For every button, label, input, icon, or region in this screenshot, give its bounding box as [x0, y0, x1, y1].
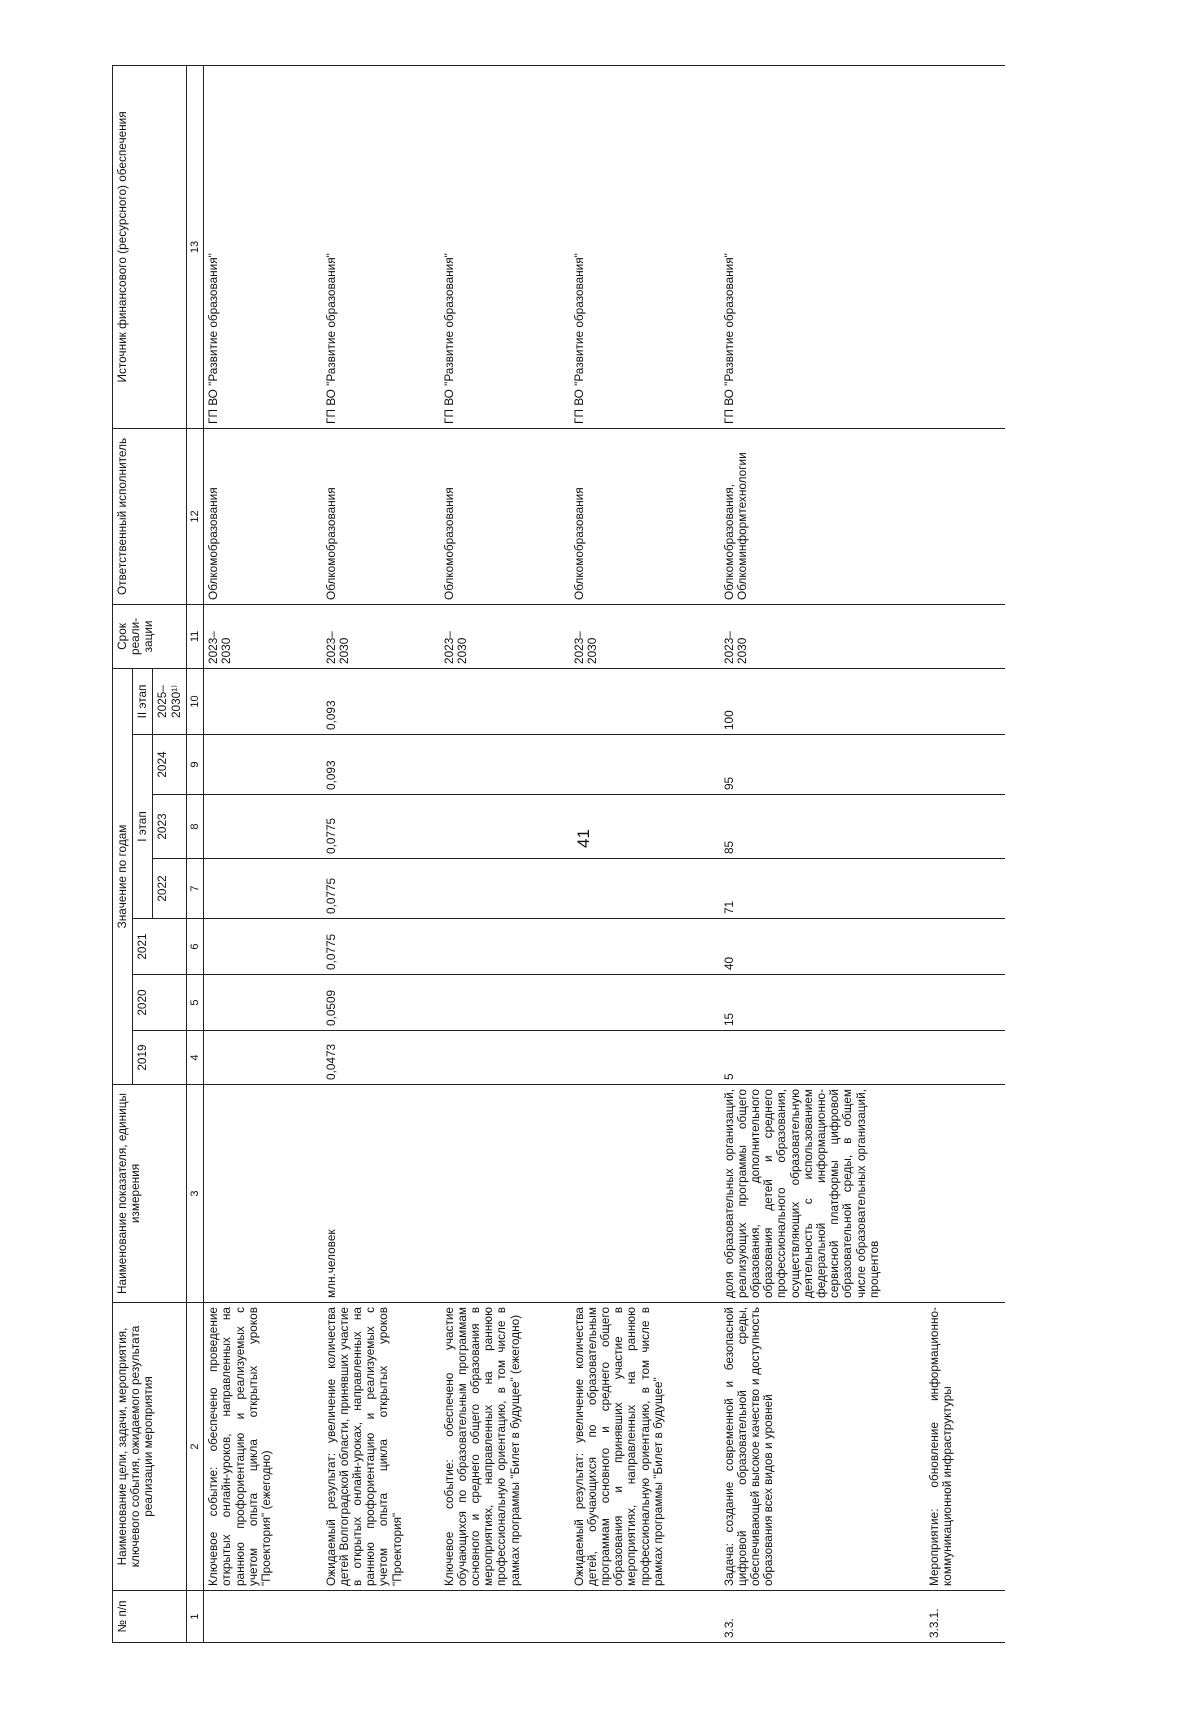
value-2022 [925, 859, 1005, 919]
row-responsible: Облкомобразования [570, 428, 720, 604]
table-row [925, 65, 1005, 1642]
row-num [570, 1591, 720, 1643]
value-2021 [925, 919, 1005, 975]
header-responsible: Ответственный исполнитель [113, 428, 187, 604]
value-2021 [440, 919, 570, 975]
value-2019: 0,0473 [322, 1031, 440, 1085]
row-responsible: Облкомобразования [204, 428, 322, 604]
header-name: Наименование цели, задачи, мероприятия, ключевого события, ожидаемого результата реализации мероприятия [113, 1303, 187, 1591]
value-2025-2030 [204, 668, 322, 734]
row-num [204, 1591, 322, 1643]
row-name: Мероприятие: обновление информационно-коммуникационной инфраструктуры [925, 1303, 1005, 1591]
value-2021: 0,0775 [322, 919, 440, 975]
row-num [440, 1591, 570, 1643]
col-number: 1 [186, 1591, 203, 1643]
header-num: № п/п [113, 1591, 187, 1643]
header-2020: 2020 [133, 975, 187, 1031]
row-term: 2023–2030 [570, 604, 720, 668]
value-2023 [440, 795, 570, 859]
row-responsible: Облкомобразования [322, 428, 440, 604]
value-2022 [570, 859, 720, 919]
value-2019: 5 [720, 1031, 925, 1085]
row-source: ГП ВО "Развитие образования" [570, 65, 720, 428]
table-row [570, 65, 720, 1642]
row-term: 2023–2030 [204, 604, 322, 668]
value-2025-2030 [440, 668, 570, 734]
row-num [322, 1591, 440, 1643]
value-2019 [925, 1031, 1005, 1085]
header-term: Срок реали- зации [113, 604, 187, 668]
header-values: Значение по годам [113, 668, 133, 1084]
value-2024: 95 [720, 735, 925, 795]
row-source: ГП ВО "Развитие образования" [204, 65, 322, 428]
header-2019: 2019 [133, 1031, 187, 1085]
value-2023: 85 [720, 795, 925, 859]
col-number: 3 [186, 1085, 203, 1303]
row-name: Ключевое событие: обеспечено проведение открытых онлайн-уроков, направленных на раннюю профориентацию и реализуемых с учетом опыта цикла открытых уроков "Проектория" (ежегодно) [204, 1303, 322, 1591]
col-number: 6 [186, 919, 203, 975]
header-2021: 2021 [133, 919, 187, 975]
value-2020 [925, 975, 1005, 1031]
rotated-table-container [112, 66, 1052, 1643]
value-2025-2030: 100 [720, 668, 925, 734]
col-number: 5 [186, 975, 203, 1031]
table-row [204, 65, 322, 1642]
col-number: 8 [186, 795, 203, 859]
value-2020: 0,0509 [322, 975, 440, 1031]
row-term: 2023–2030 [322, 604, 440, 668]
row-name: Задача: создание современной и безопасной цифровой образовательной среды, обеспечивающей высокое качество и доступность образования всех видов и уровней [720, 1303, 925, 1591]
value-2021 [204, 919, 322, 975]
col-number: 4 [186, 1031, 203, 1085]
value-2019 [570, 1031, 720, 1085]
row-indicator [440, 1085, 570, 1303]
row-responsible: Облкомобразования, Облкоминформтехнологии [720, 428, 925, 604]
row-name: Ожидаемый результат: увеличение количества детей, обучающихся по образовательным программам основного и среднего общего образования и принявших участие в мероприятиях, направленных на раннюю профессиональную ориентацию, в том числе в рамках программы "Билет в будущее" [570, 1303, 720, 1591]
header-stage2: II этап [133, 668, 153, 734]
row-indicator: доля образовательных организаций, реализующих программы общего образования, дополнительного образования детей и среднего профессионального образования, осуществляющих образовательную деятельность с использованием федеральной информационно-сервисной платформы цифровой образовательной среды, в общем числе образовательных организаций, процентов [720, 1085, 925, 1303]
col-number: 12 [186, 428, 203, 604]
table-body [204, 65, 1005, 1642]
row-term: 2023–2030 [440, 604, 570, 668]
col-number: 13 [186, 65, 203, 428]
col-number: 7 [186, 859, 203, 919]
table-row [720, 65, 925, 1642]
table-row [440, 65, 570, 1642]
value-2022: 0,0775 [322, 859, 440, 919]
row-indicator [925, 1085, 1005, 1303]
value-2022 [440, 859, 570, 919]
value-2023 [925, 795, 1005, 859]
row-responsible: Облкомобразования [440, 428, 570, 604]
value-2024 [204, 735, 322, 795]
col-number: 2 [186, 1303, 203, 1591]
row-responsible [925, 428, 1005, 604]
value-2025-2030 [925, 668, 1005, 734]
row-num: 3.3.1. [925, 1591, 1005, 1643]
header-indicator: Наименование показателя, единицы измерения [113, 1085, 187, 1303]
header-source: Источник финансового (ресурсного) обеспечения [113, 65, 187, 428]
value-2020 [204, 975, 322, 1031]
row-source: ГП ВО "Развитие образования" [720, 65, 925, 428]
value-2023: 0,0775 [322, 795, 440, 859]
value-2020 [440, 975, 570, 1031]
value-2020 [570, 975, 720, 1031]
col-number: 10 [186, 668, 203, 734]
col-number: 9 [186, 735, 203, 795]
row-term [925, 604, 1005, 668]
value-2019 [440, 1031, 570, 1085]
row-indicator [570, 1085, 720, 1303]
table-row [322, 65, 440, 1642]
row-name: Ключевое событие: обеспечено участие обучающихся по образовательным программам основного и среднего общего образования в мероприятиях, направленных на раннюю профессиональную ориентацию, в том числе в рамках программы "Билет в будущее" (ежегодно) [440, 1303, 570, 1591]
value-2020: 15 [720, 975, 925, 1031]
col-number: 11 [186, 604, 203, 668]
value-2024 [925, 735, 1005, 795]
value-2019 [204, 1031, 322, 1085]
value-2022: 71 [720, 859, 925, 919]
value-2025-2030 [570, 668, 720, 734]
value-2025-2030: 0,093 [322, 668, 440, 734]
row-source: ГП ВО "Развитие образования" [322, 65, 440, 428]
row-indicator [204, 1085, 322, 1303]
row-term: 2023–2030 [720, 604, 925, 668]
header-2022: 2022 [153, 859, 186, 919]
value-2024: 0,093 [322, 735, 440, 795]
row-indicator: млн.человек [322, 1085, 440, 1303]
value-2024 [570, 735, 720, 795]
header-2025-2030: 2025– 2030¹⁾ [153, 668, 186, 734]
indicators-table [112, 65, 1005, 1643]
page-number: 41 [574, 829, 593, 848]
row-source: ГП ВО "Развитие образования" [440, 65, 570, 428]
value-2021: 40 [720, 919, 925, 975]
header-2023: 2023 [153, 795, 186, 859]
row-source [925, 65, 1005, 428]
value-2024 [440, 735, 570, 795]
value-2023 [570, 795, 720, 859]
value-2021 [570, 919, 720, 975]
value-2022 [204, 859, 322, 919]
header-stage1: I этап [133, 735, 153, 919]
value-2023 [204, 795, 322, 859]
row-num: 3.3. [720, 1591, 925, 1643]
row-name: Ожидаемый результат: увеличение количества детей Волгоградской области, принявших участие в открытых онлайн-уроках, направленных на раннюю профориентацию и реализуемых с учетом опыта цикла открытых уроков "Проектория" [322, 1303, 440, 1591]
header-2024: 2024 [153, 735, 186, 795]
